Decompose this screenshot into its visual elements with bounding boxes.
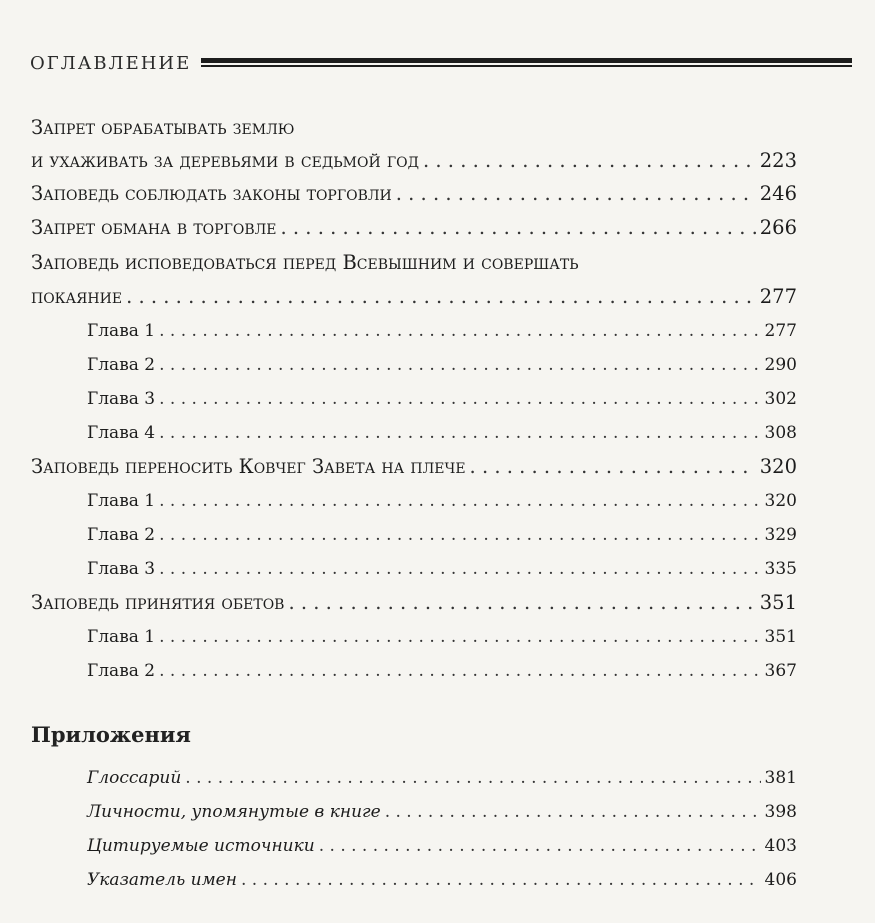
toc-entry-label: Запрет обмана в торговле <box>31 216 277 239</box>
leader-dots <box>423 146 756 176</box>
toc-entry[interactable] <box>31 282 797 312</box>
appendix-item-label: Личности, упомянутые в книге <box>87 802 381 822</box>
toc-chapter[interactable] <box>87 656 797 686</box>
leader-dots <box>159 316 760 346</box>
leader-dots <box>281 213 756 243</box>
toc-chapter-page: 308 <box>764 423 797 443</box>
toc-chapter-label: Глава 1 <box>87 627 156 647</box>
leader-dots <box>159 486 760 516</box>
appendix-title: Приложения <box>31 722 191 747</box>
toc-entry-page: 320 <box>759 455 797 478</box>
toc-chapter[interactable] <box>87 520 797 550</box>
toc-entry[interactable] <box>31 146 797 176</box>
toc-chapter-label: Глава 2 <box>87 525 156 545</box>
toc-chapter[interactable] <box>87 554 797 584</box>
toc-chapter[interactable] <box>87 418 797 448</box>
leader-dots <box>159 520 760 550</box>
appendix-item-label: Указатель имен <box>87 870 237 890</box>
toc-chapter-page: 329 <box>764 525 797 545</box>
toc-chapter-page: 335 <box>764 559 797 579</box>
leader-dots <box>470 452 756 482</box>
leader-dots <box>159 622 760 652</box>
toc-chapter-label: Глава 3 <box>87 559 156 579</box>
toc-chapter-label: Глава 1 <box>87 321 156 341</box>
appendix-item[interactable] <box>87 865 797 895</box>
toc-entry[interactable] <box>31 213 797 243</box>
appendix-item-label: Глоссарий <box>87 768 182 788</box>
toc-entry[interactable] <box>31 179 797 209</box>
leader-dots <box>288 588 755 618</box>
appendix-item-page: 398 <box>764 802 797 822</box>
toc-entry-label: Заповедь переносить Ковчег Завета на плече <box>31 455 466 478</box>
leader-dots <box>159 418 760 448</box>
toc-entry-page: 351 <box>759 591 797 614</box>
toc-entry-page: 223 <box>759 149 797 172</box>
toc-chapter-label: Глава 3 <box>87 389 156 409</box>
appendix-item[interactable] <box>87 831 797 861</box>
leader-dots <box>159 350 760 380</box>
leader-dots <box>185 763 760 793</box>
leader-dots <box>396 179 756 209</box>
toc-entry-label: Заповедь соблюдать законы торговли <box>31 182 392 205</box>
appendix-item-page: 381 <box>764 768 797 788</box>
toc-entry-line: Запрет обрабатывать землю <box>31 116 295 139</box>
toc-title: ОГЛАВЛЕНИЕ <box>30 52 192 74</box>
toc-chapter[interactable] <box>87 316 797 346</box>
toc-chapter-page: 367 <box>764 661 797 681</box>
toc-entry-label: и ухаживать за деревьями в седьмой год <box>31 149 420 172</box>
toc-entry-label: Заповедь принятия обетов <box>31 591 285 614</box>
toc-chapter[interactable] <box>87 486 797 516</box>
appendix-item[interactable] <box>87 763 797 793</box>
leader-dots <box>241 865 761 895</box>
toc-chapter-label: Глава 1 <box>87 491 156 511</box>
toc-entry-line: Заповедь исповедоваться перед Всевышним и совершать <box>31 251 579 274</box>
leader-dots <box>159 554 760 584</box>
toc-chapter[interactable] <box>87 622 797 652</box>
toc-chapter[interactable] <box>87 350 797 380</box>
toc-chapter-page: 302 <box>764 389 797 409</box>
toc-chapter-label: Глава 2 <box>87 661 156 681</box>
toc-entry-page: 277 <box>759 285 797 308</box>
toc-chapter-label: Глава 4 <box>87 423 156 443</box>
appendix-item-label: Цитируемые источники <box>87 836 315 856</box>
toc-entry[interactable] <box>31 588 797 618</box>
toc-chapter-page: 351 <box>764 627 797 647</box>
leader-dots <box>159 384 760 414</box>
leader-dots <box>385 797 761 827</box>
toc-entry-page: 246 <box>759 182 797 205</box>
leader-dots <box>159 656 760 686</box>
toc-chapter-page: 277 <box>764 321 797 341</box>
toc-entry-label: покаяние <box>31 285 123 308</box>
toc-chapter-page: 290 <box>764 355 797 375</box>
leader-dots <box>319 831 761 861</box>
leader-dots <box>126 282 756 312</box>
appendix-item[interactable] <box>87 797 797 827</box>
toc-entry-page: 266 <box>759 216 797 239</box>
appendix-item-page: 403 <box>764 836 797 856</box>
toc-chapter-label: Глава 2 <box>87 355 156 375</box>
toc-entry[interactable] <box>31 452 797 482</box>
toc-chapter[interactable] <box>87 384 797 414</box>
toc-chapter-page: 320 <box>764 491 797 511</box>
appendix-item-page: 406 <box>764 870 797 890</box>
